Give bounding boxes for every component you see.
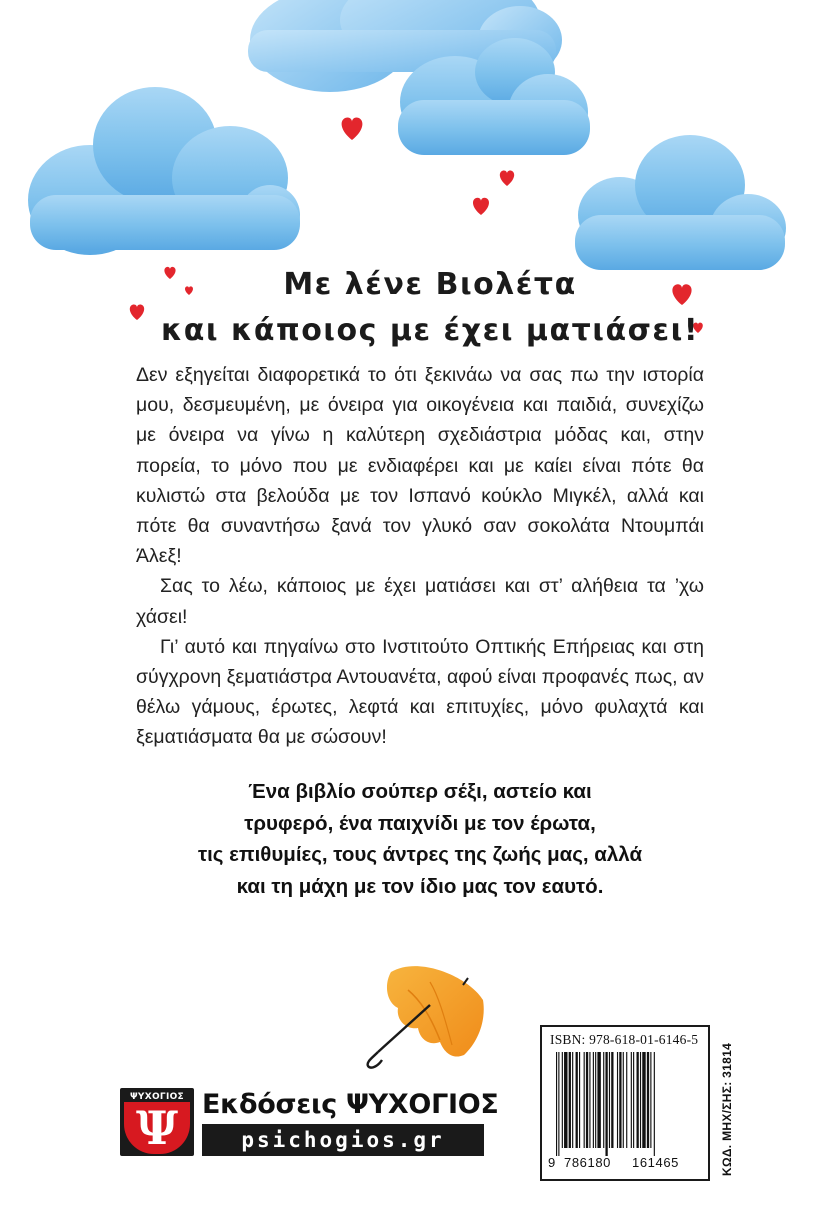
- headline-line-1: Με λένε Βιολέτα: [283, 267, 577, 302]
- heart-icon: [500, 170, 514, 186]
- tagline-line-1: Ένα βιβλίο σούπερ σέξι, αστείο και: [248, 780, 592, 803]
- umbrella-icon: [368, 966, 484, 1068]
- synopsis-paragraph-1: Δεν εξηγείται διαφορετικά το ότι ξεκινάω να σας πω την ιστορία μου, δεσμευμένη, με όνειρα για οικογένεια και παιδιά, συνεχίζω με όνειρα να γίνω η καλύτερη σχεδιάστρια μόδας και, στην πορεία, το μόνο που με ενδιαφέρει και με καίει είναι πότε θα κυλιστώ στα βελούδα με τον Ισπανό κούκλο Μιγκέλ, αλλά και πότε θα συναντήσω ξανά τον γλυκό σαν σοκολάτα Ντουμπάι Άλεξ!: [136, 364, 704, 568]
- cloud-icon: [28, 87, 300, 255]
- tagline: [136, 776, 704, 902]
- synopsis: [136, 360, 704, 753]
- isbn-digits-left: 786180: [564, 1155, 611, 1170]
- publisher-logo: [120, 1088, 194, 1156]
- tagline-line-2: τρυφερό, ένα παιχνίδι με τον έρωτα,: [244, 811, 596, 835]
- heart-icon: [473, 198, 489, 215]
- synopsis-paragraph-3: Γι’ αυτό και πηγαίνω στο Ινστιτούτο Οπτικής Επήρειας και στη σύγχρονη ξεματιάστρα Αντουανέτα, αφού είναι προφανές πως, αν θέλω γάμους, έρωτες, λεφτά και επιτυχίες, μόνο φυλαχτά και ξεματιάσματα θα με σώσουν!: [136, 635, 704, 749]
- psi-icon: Ψ: [135, 1101, 178, 1155]
- product-code: ΚΩΔ. ΜΗΧ/ΣΗΣ: 31814: [720, 1042, 734, 1176]
- isbn-digits-right: 161465: [632, 1155, 679, 1170]
- heart-icon: [342, 118, 363, 140]
- headline-line-2: και κάποιος με έχει ματιάσει!: [160, 313, 700, 348]
- publisher-url[interactable]: psichogios.gr: [202, 1124, 484, 1156]
- tagline-line-4: και τη μάχη με τον ίδιο μας τον εαυτό.: [236, 874, 604, 898]
- isbn-block: [540, 1025, 710, 1181]
- barcode-icon: [556, 1052, 696, 1156]
- logo-text: ΨΥΧΟΓΙΟΣ: [129, 1092, 185, 1102]
- cloud-icon: [575, 135, 786, 270]
- publisher-name: Εκδόσεις ΨΥΧΟΓΙΟΣ: [202, 1089, 499, 1120]
- headline: [120, 262, 740, 354]
- isbn-digit-first: 9: [548, 1155, 556, 1170]
- tagline-line-3: τις επιθυμίες, τους άντρες της ζωής μας, αλλά: [197, 843, 643, 866]
- isbn-label: ISBN: 978-618-01-6146-5: [550, 1032, 699, 1047]
- synopsis-paragraph-2: Σας το λέω, κάποιος με έχει ματιάσει και στ’ αλήθεια τα ’χω χάσει!: [136, 575, 704, 628]
